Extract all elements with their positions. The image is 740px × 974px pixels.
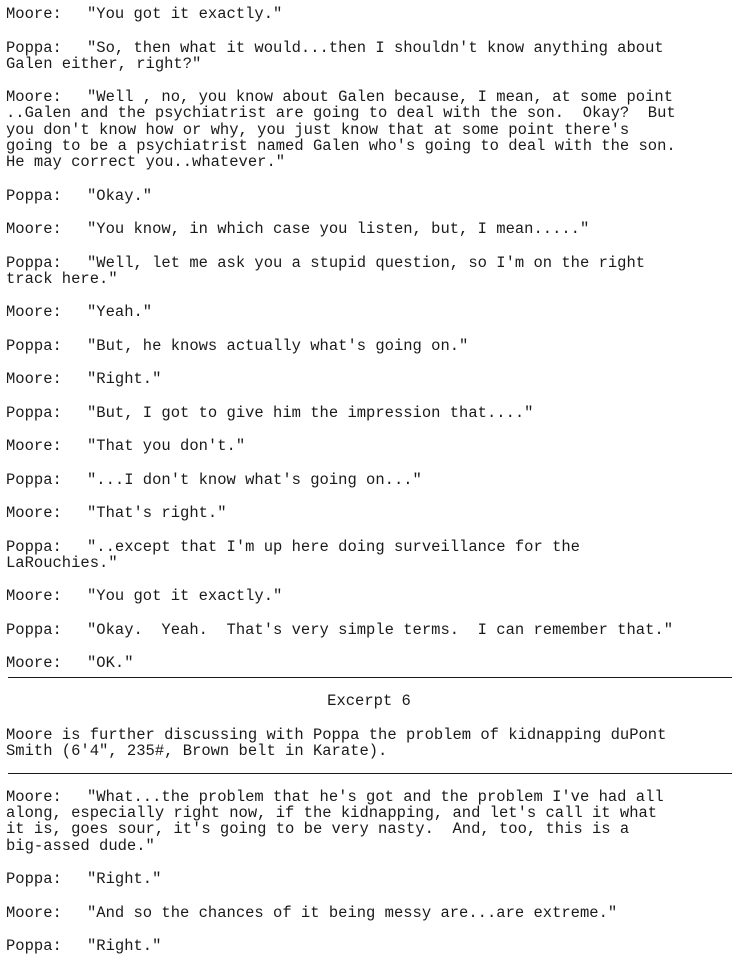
dialogue-line: "And so the chances of it being messy are...are extreme." xyxy=(87,903,618,922)
speaker-label: Moore: xyxy=(6,903,62,922)
speaker-label: Poppa: xyxy=(6,937,62,956)
excerpt-title: Excerpt 6 xyxy=(327,692,411,710)
speaker-label: Poppa: xyxy=(6,253,62,272)
dialogue-line: "Okay." xyxy=(87,186,153,205)
dialogue-line: ..Galen and the psychiatrist are going to deal with the son. Okay? But xyxy=(6,104,676,123)
dialogue-line: "OK." xyxy=(87,654,134,673)
dialogue-line: you don't know how or why, you just know that at some point there's xyxy=(6,120,630,139)
dialogue-line: along, especially right now, if the kidnapping, and let's call it what xyxy=(6,804,658,823)
speaker-label: Poppa: xyxy=(6,620,62,639)
excerpt-description-line: Moore is further discussing with Poppa the problem of kidnapping duPont xyxy=(6,726,667,744)
dialogue-line: "..except that I'm up here doing surveillance for the xyxy=(87,537,580,556)
speaker-label: Moore: xyxy=(6,654,62,673)
speaker-label: Poppa: xyxy=(6,470,62,489)
speaker-label: Poppa: xyxy=(6,186,62,205)
section-divider xyxy=(8,773,732,774)
dialogue-line: "Right." xyxy=(87,370,162,389)
dialogue-line: "Well , no, you know about Galen because, I mean, at some point xyxy=(87,88,673,107)
speaker-label: Moore: xyxy=(6,220,62,238)
speaker-label: Moore: xyxy=(6,587,62,606)
speaker-label: Moore: xyxy=(6,5,62,23)
dialogue-line: big-assed dude." xyxy=(6,836,155,855)
speaker-label: Moore: xyxy=(6,788,62,806)
dialogue-line: "That's right." xyxy=(87,504,227,523)
dialogue-line: LaRouchies." xyxy=(6,553,118,572)
speaker-label: Moore: xyxy=(6,88,62,107)
dialogue-line: "So, then what it would...then I shouldn't know anything about xyxy=(87,38,664,57)
dialogue-line: track here." xyxy=(6,269,118,288)
speaker-label: Poppa: xyxy=(6,403,62,422)
excerpt-description-line: Smith (6'4", 235#, Brown belt in Karate). xyxy=(6,742,388,761)
dialogue-line: "Okay. Yeah. That's very simple terms. I can remember that." xyxy=(87,620,673,639)
dialogue-line: "You know, in which case you listen, but, I mean....." xyxy=(87,220,590,238)
dialogue-line: going to be a psychiatrist named Galen who's going to deal with the son. xyxy=(6,136,676,155)
speaker-label: Moore: xyxy=(6,504,62,523)
dialogue-line: "...I don't know what's going on..." xyxy=(87,470,422,489)
speaker-label: Moore: xyxy=(6,437,62,456)
dialogue-line: "What...the problem that he's got and the problem I've had all xyxy=(87,788,664,806)
dialogue-line: "Yeah." xyxy=(87,303,153,322)
dialogue-line: "That you don't." xyxy=(87,437,246,456)
dialogue-line: "Well, let me ask you a stupid question, so I'm on the right xyxy=(87,253,646,272)
speaker-label: Poppa: xyxy=(6,870,62,889)
dialogue-line: "But, I got to give him the impression that...." xyxy=(87,403,534,422)
dialogue-line: "You got it exactly." xyxy=(87,5,283,23)
dialogue-line: "Right." xyxy=(87,937,162,956)
dialogue-line: "You got it exactly." xyxy=(87,587,283,606)
dialogue-line: Galen either, right?" xyxy=(6,54,202,73)
speaker-label: Moore: xyxy=(6,370,62,389)
speaker-label: Poppa: xyxy=(6,336,62,355)
dialogue-line: He may correct you..whatever." xyxy=(6,153,286,171)
speaker-label: Poppa: xyxy=(6,38,62,57)
dialogue-line: "Right." xyxy=(87,870,162,889)
speaker-label: Moore: xyxy=(6,303,62,322)
speaker-label: Poppa: xyxy=(6,537,62,556)
dialogue-line: it is, goes sour, it's going to be very nasty. And, too, this is a xyxy=(6,820,630,839)
dialogue-line: "But, he knows actually what's going on." xyxy=(87,336,469,355)
section-divider xyxy=(8,677,732,678)
